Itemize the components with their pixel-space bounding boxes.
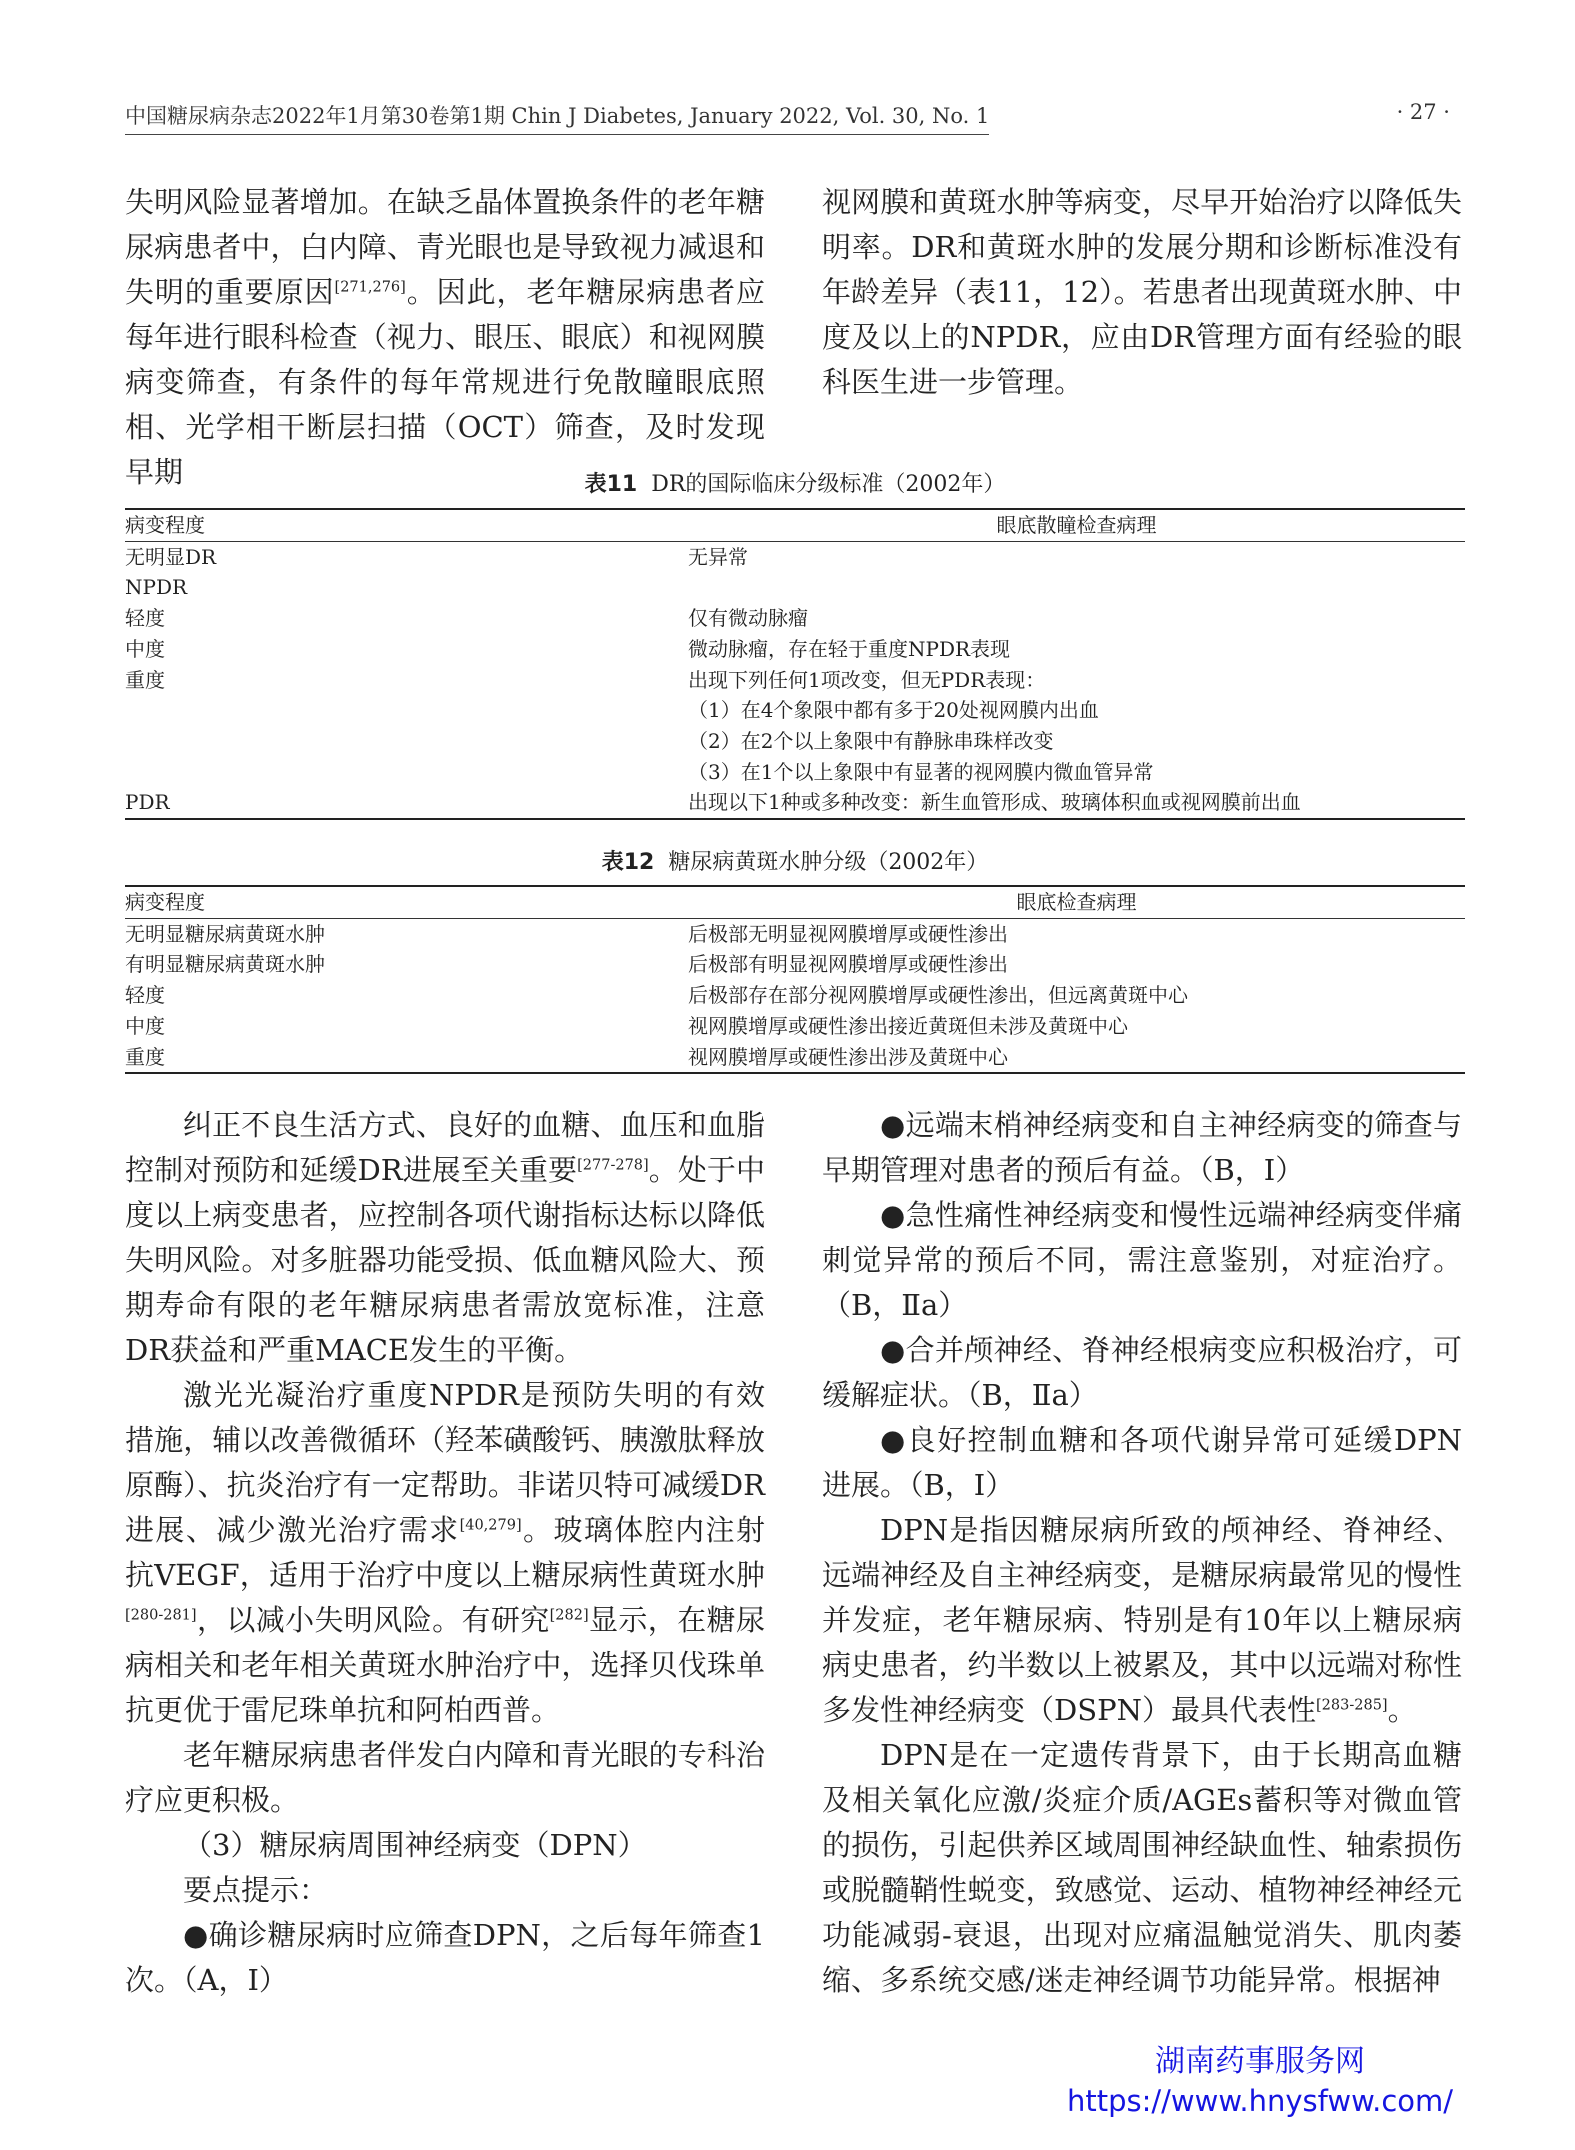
table-row: 重度 出现下列任何1项改变，但无PDR表现： bbox=[125, 667, 1046, 692]
section-heading-dpn: （3）糖尿病周围神经病变（DPN） bbox=[183, 1828, 647, 1862]
table-row: PDR 出现以下1种或多种改变：新生血管形成、玻璃体积血或视网膜前出血 bbox=[125, 787, 1465, 819]
bottom-right-column bbox=[822, 1103, 1462, 2003]
table-row: 中度 微动脉瘤，存在轻于重度NPDR表现 bbox=[125, 636, 1011, 661]
bottom-left-column bbox=[125, 1103, 765, 2003]
citation: [40,279] bbox=[459, 1517, 522, 1534]
table-header-col2: 眼底检查病理 bbox=[688, 886, 1465, 918]
paragraph-laser-therapy: 激光光凝治疗重度NPDR是预防失明的有效措施，辅以改善微循环（羟苯磺酸钙、胰激肽释放原酶）、抗炎治疗有一定帮助。非诺贝特可减缓DR进展、减少激光治疗需求[40,279]。玻璃体腔内注射抗VEGF，适用于治疗中度以上糖尿病性黄斑水肿[280-281]，以减小失明风险。有研究[282]显示，在糖尿病相关和老年相关黄斑水肿治疗中，选择贝伐珠单抗更优于雷尼珠单抗和阿柏西普。 bbox=[125, 1378, 765, 1727]
table-row: （1）在4个象限中都有多于20处视网膜内出血 bbox=[688, 698, 1099, 723]
table-row: （2）在2个以上象限中有静脉串珠样改变 bbox=[688, 728, 1054, 753]
table12 bbox=[125, 885, 1465, 1074]
key-point: ●合并颅神经、脊神经根病变应积极治疗，可缓解症状。（B，Ⅱa） bbox=[822, 1333, 1462, 1412]
paragraph-lifestyle: 纠正不良生活方式、良好的血糖、血压和血脂控制对预防和延缓DR进展至关重要[277-278]。处于中度以上病变患者，应控制各项代谢指标达标以降低失明风险。对多脏器功能受损、低血糖风险大、预期寿命有限的老年糖尿病患者需放宽标准，注意DR获益和严重MACE发生的平衡。 bbox=[125, 1108, 765, 1367]
table-row: 重度 视网膜增厚或硬性渗出涉及黄斑中心 bbox=[125, 1042, 1465, 1074]
key-point: ●确诊糖尿病时应筛查DPN，之后每年筛查1次。（A，Ⅰ） bbox=[125, 1918, 765, 1997]
running-header bbox=[125, 100, 1450, 134]
table-row: 中度 视网膜增厚或硬性渗出接近黄斑但未涉及黄斑中心 bbox=[125, 1013, 1128, 1038]
table-row: （3）在1个以上象限中有显著的视网膜内微血管异常 bbox=[688, 759, 1154, 784]
citation: [282] bbox=[549, 1607, 589, 1624]
key-point: ●远端末梢神经病变和自主神经病变的筛查与早期管理对患者的预后有益。（B，Ⅰ） bbox=[822, 1108, 1462, 1187]
paragraph-dr-management: 视网膜和黄斑水肿等病变，尽早开始治疗以降低失明率。DR和黄斑水肿的发展分期和诊断标准没有年龄差异（表11，12）。若患者出现黄斑水肿、中度及以上的NPDR，应由DR管理方面有经验的眼科医生进一步管理。 bbox=[822, 185, 1462, 399]
key-points-heading: 要点提示： bbox=[183, 1873, 329, 1907]
table-header-col1: 病变程度 bbox=[125, 886, 688, 918]
table-row: 无明显糖尿病黄斑水肿 后极部无明显视网膜增厚或硬性渗出 bbox=[125, 921, 1008, 946]
paragraph-cataract: 老年糖尿病患者伴发白内障和青光眼的专科治疗应更积极。 bbox=[125, 1738, 765, 1817]
watermark bbox=[1060, 2042, 1460, 2120]
citation: [271,276] bbox=[334, 279, 406, 296]
citation: [280-281] bbox=[125, 1607, 197, 1624]
table11 bbox=[125, 508, 1465, 820]
table-header-col1: 病变程度 bbox=[125, 509, 688, 541]
table-row: 无明显DR 无异常 bbox=[125, 544, 748, 569]
page-number: · 27 · bbox=[1396, 100, 1450, 124]
citation: [283-285] bbox=[1316, 1697, 1388, 1714]
paragraph-dpn-definition: DPN是指因糖尿病所致的颅神经、脊神经、远端神经及自主神经病变，是糖尿病最常见的慢性并发症，老年糖尿病、特别是有10年以上糖尿病病史患者，约半数以上被累及，其中以远端对称性多发性神经病变（DSPN）最具代表性[283-285]。 bbox=[822, 1513, 1462, 1727]
table11-label: 表11 bbox=[584, 472, 638, 497]
watermark-site-name: 湖南药事服务网 bbox=[1155, 2044, 1365, 2079]
paragraph-eye-screening: 失明风险显著增加。在缺乏晶体置换条件的老年糖尿病患者中，白内障、青光眼也是导致视力减退和失明的重要原因[271,276]。因此，老年糖尿病患者应每年进行眼科检查（视力、眼压、眼底）和视网膜病变筛查，有条件的每年常规进行免散瞳眼底照相、光学相干断层扫描（OCT）筛查，及时发现早期 bbox=[125, 185, 765, 489]
table-header-col2: 眼底散瞳检查病理 bbox=[688, 509, 1465, 541]
watermark-url[interactable]: https://www.hnysfww.com/ bbox=[1066, 2084, 1454, 2118]
table11-caption bbox=[125, 470, 1465, 500]
table12-caption bbox=[125, 848, 1465, 878]
journal-citation: 中国糖尿病杂志2022年1月第30卷第1期 Chin J Diabetes, January 2022, Vol. 30, No. 1 bbox=[125, 100, 989, 135]
key-point: ●良好控制血糖和各项代谢异常可延缓DPN进展。（B，Ⅰ） bbox=[822, 1423, 1462, 1502]
table-row: 轻度 仅有微动脉瘤 bbox=[125, 606, 808, 631]
citation: [277-278] bbox=[577, 1157, 649, 1174]
top-left-column bbox=[125, 180, 765, 495]
table-row: 有明显糖尿病黄斑水肿 后极部有明显视网膜增厚或硬性渗出 bbox=[125, 952, 1008, 977]
key-point: ●急性痛性神经病变和慢性远端神经病变伴痛刺觉异常的预后不同，需注意鉴别，对症治疗。（B，Ⅱa） bbox=[822, 1198, 1462, 1322]
table-row: 轻度 后极部存在部分视网膜增厚或硬性渗出，但远离黄斑中心 bbox=[125, 983, 1188, 1008]
table12-label: 表12 bbox=[601, 850, 655, 875]
paragraph-dpn-pathogenesis: DPN是在一定遗传背景下，由于长期高血糖及相关氧化应激/炎症介质/AGEs蓄积等对微血管的损伤，引起供养区域周围神经缺血性、轴索损伤或脱髓鞘性蜕变，致感觉、运动、植物神经神经元功能减弱-衰退，出现对应痛温触觉消失、肌肉萎缩、多系统交感/迷走神经调节功能异常。根据神 bbox=[822, 1738, 1462, 1997]
table-row: NPDR bbox=[125, 575, 188, 600]
top-right-column bbox=[822, 180, 1462, 405]
table11-title: DR的国际临床分级标准（2002年） bbox=[651, 472, 1006, 497]
table12-title: 糖尿病黄斑水肿分级（2002年） bbox=[668, 850, 989, 875]
